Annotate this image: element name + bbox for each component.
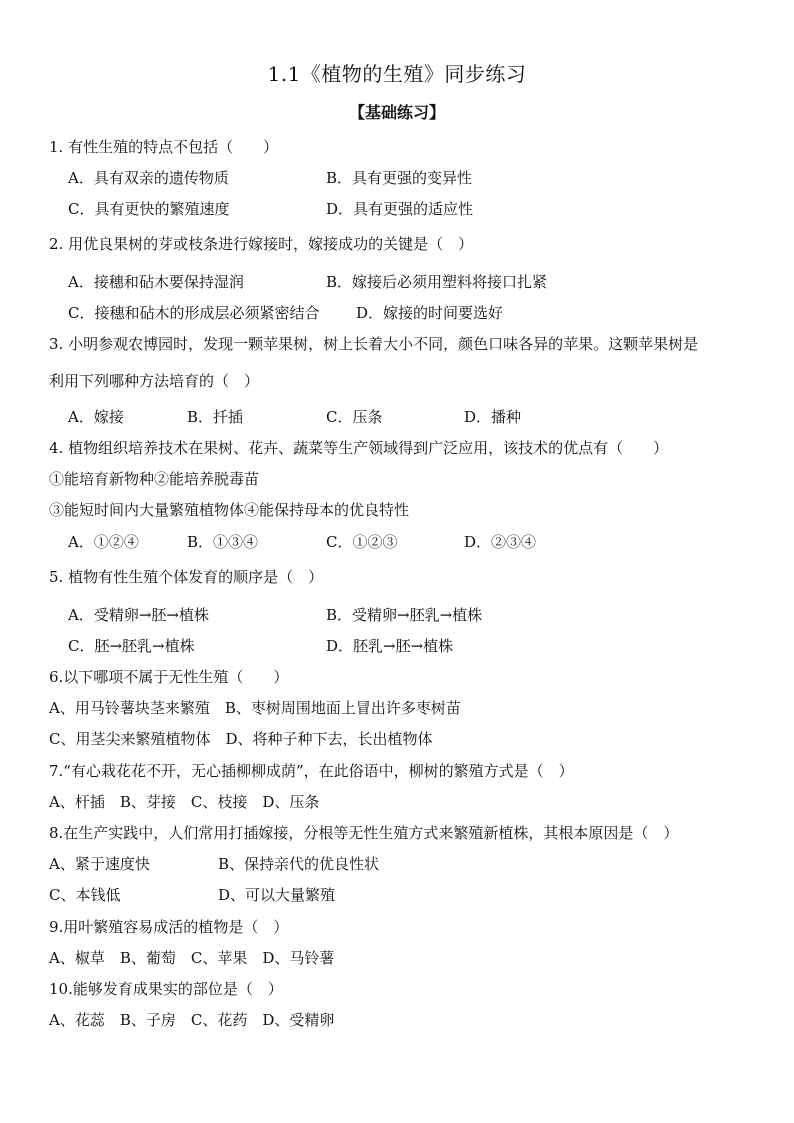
question-1-option-c: C．具有更快的繁殖速度 [68, 200, 230, 218]
section-heading: 【基础练习】 [348, 103, 445, 122]
question-3-option-a: A．嫁接 [68, 408, 124, 426]
question-2-options-row-2 [0, 303, 794, 323]
question-8-options-row-1 [0, 854, 794, 874]
question-2-option-c: C．接穗和砧木的形成层必须紧密结合 [68, 304, 320, 322]
question-8-option-c: C、本钱低 [49, 886, 121, 904]
question-5-option-b: B．受精卵→胚乳→植株 [326, 606, 483, 624]
question-1-option-b: B．具有更强的变异性 [326, 169, 473, 187]
question-4-stem: 4. 植物组织培养技术在果树、花卉、蔬菜等生产领域得到广泛应用，该技术的优点有（ ） [49, 439, 669, 457]
question-3-option-b: B．扦插 [187, 408, 244, 426]
question-4-option-b: B．①③④ [187, 533, 259, 551]
question-5-option-a: A．受精卵→胚→植株 [68, 606, 209, 624]
question-1-stem: 1. 有性生殖的特点不包括（ ） [49, 138, 279, 156]
question-9-options: A、椒草 B、葡萄 C、苹果 D、马铃薯 [49, 949, 335, 967]
question-8-option-b: B、保持亲代的优良性状 [218, 855, 380, 873]
question-6-stem: 6.以下哪项不属于无性生殖（ ） [49, 668, 289, 686]
question-10-options: A、花蕊 B、子房 C、花药 D、受精卵 [49, 1011, 335, 1029]
question-5-stem: 5. 植物有性生殖个体发育的顺序是（ ） [49, 568, 324, 586]
question-1-options-row-1 [0, 168, 794, 188]
question-3-option-c: C．压条 [326, 408, 383, 426]
question-5-option-d: D．胚乳→胚→植株 [326, 637, 454, 655]
question-1-option-d: D．具有更强的适应性 [326, 200, 474, 218]
question-4-option-d: D．②③④ [464, 533, 537, 551]
question-1-option-a: A．具有双亲的遗传物质 [68, 169, 229, 187]
question-2-option-d: D．嫁接的时间要选好 [356, 304, 504, 322]
question-5-options-row-2 [0, 636, 794, 656]
question-1-options-row-2 [0, 199, 794, 219]
question-3-stem-line-1: 3. 小明参观农博园时，发现一颗苹果树，树上长着大小不同，颜色口味各异的苹果。这颗苹果树是 [49, 335, 699, 353]
question-4-option-c: C．①②③ [326, 533, 398, 551]
question-2-options-row-1 [0, 272, 794, 292]
question-4-option-a: A．①②④ [68, 533, 139, 551]
question-2-option-b: B．嫁接后必须用塑料将接口扎紧 [326, 273, 548, 291]
page-title: 1.1《植物的生殖》同步练习 [267, 62, 527, 86]
question-4-statement-1: ①能培育新物种②能培养脱毒苗 [49, 470, 260, 488]
question-9-stem: 9.用叶繁殖容易成活的植物是（ ） [49, 918, 289, 936]
question-7-options: A、杆插 B、芽接 C、枝接 D、压条 [49, 793, 320, 811]
question-3-option-d: D．播种 [464, 408, 522, 426]
question-10-stem: 10.能够发育成果实的部位是（ ） [49, 980, 283, 998]
question-6-options-ab: A、用马铃薯块茎来繁殖 B、枣树周围地面上冒出许多枣树苗 [49, 699, 461, 717]
question-2-stem: 2. 用优良果树的芽或枝条进行嫁接时，嫁接成功的关键是（ ） [49, 235, 474, 253]
question-4-options-row [0, 532, 794, 552]
question-3-stem-line-2: 利用下列哪种方法培育的（ ） [49, 372, 260, 390]
question-6-options-cd: C、用茎尖来繁殖植物体 D、将种子种下去，长出植物体 [49, 730, 433, 748]
question-3-options-row [0, 407, 794, 427]
question-2-option-a: A．接穗和砧木要保持湿润 [68, 273, 244, 291]
question-8-stem: 8.在生产实践中，人们常用打插嫁接，分根等无性生殖方式来繁殖新植株，其根本原因是（ ） [49, 824, 679, 842]
question-8-option-d: D、可以大量繁殖 [218, 886, 336, 904]
question-5-options-row-1 [0, 605, 794, 625]
question-4-statement-2: ③能短时间内大量繁殖植物体④能保持母本的优良特性 [49, 501, 410, 519]
question-5-option-c: C．胚→胚乳→植株 [68, 637, 195, 655]
question-8-option-a: A、紧于速度快 [49, 855, 150, 873]
question-7-stem: 7.“有心栽花花不开，无心插柳柳成荫”，在此俗语中，柳树的繁殖方式是（ ） [49, 762, 574, 780]
question-8-options-row-2 [0, 885, 794, 905]
